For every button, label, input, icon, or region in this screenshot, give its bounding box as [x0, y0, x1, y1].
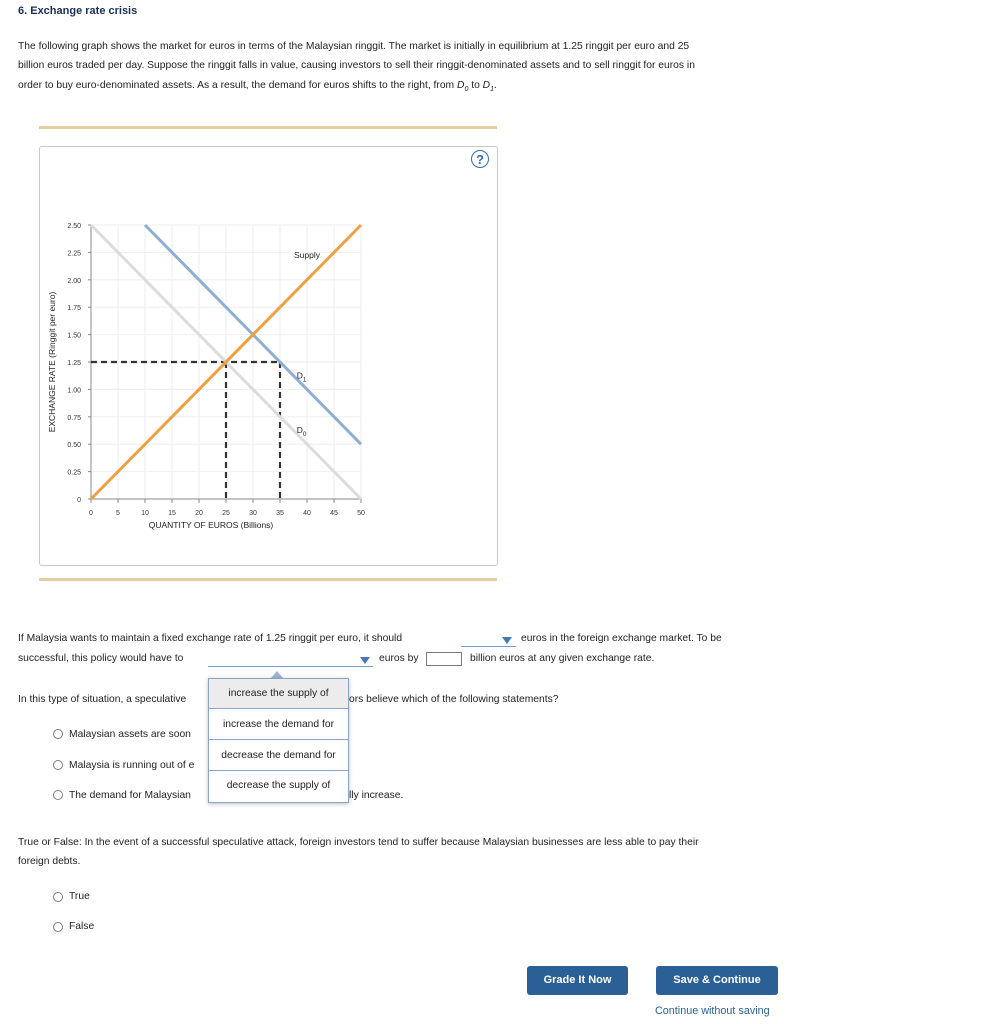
menu-option-increase-supply[interactable]: increase the supply of — [209, 679, 348, 709]
q2-radio-2[interactable] — [53, 760, 63, 770]
q2-option-3[interactable]: The demand for Malaysian — [69, 790, 191, 801]
q3-radio-false[interactable] — [53, 922, 63, 932]
intro-line-1: The following graph shows the market for euros in terms of the Malaysian ringgit. The market is initially in equilibrium at 1.25 ringgit per euro and 25 — [18, 41, 690, 52]
q1-text-3: successful, this policy would have to — [18, 653, 184, 664]
q2-option-1[interactable]: Malaysian assets are soon — [69, 729, 191, 740]
d0-symbol: $D_0$ — [457, 80, 469, 94]
y-tick-label: 1.50 — [67, 332, 81, 340]
q2-option-2[interactable]: Malaysia is running out of e — [69, 760, 195, 771]
curve-label-2: $D_0$ — [296, 425, 307, 439]
q2-radio-3[interactable] — [53, 790, 63, 800]
q3-text-2: foreign debts. — [18, 856, 81, 867]
curve-label-1: $D_1$ — [296, 370, 307, 384]
intro-line-2: billion euros traded per day. Suppose the ringgit falls in value, causing investors to sell their ringgit-denominated assets and to sell ringgit for euros in — [18, 60, 695, 71]
q3-option-true[interactable]: True — [69, 891, 90, 902]
q2-prompt-left: In this type of situation, a speculative — [18, 694, 187, 705]
y-tick-label: 1.75 — [67, 305, 81, 313]
top-divider — [39, 126, 497, 129]
q1-text-5: billion euros at any given exchange rate. — [470, 653, 655, 664]
q2-radio-1[interactable] — [53, 729, 63, 739]
y-tick-label: 0 — [77, 497, 81, 504]
intro-to: to — [468, 80, 483, 91]
y-tick-label: 2.00 — [67, 277, 81, 285]
policy-dropdown[interactable] — [208, 652, 373, 667]
q2-prompt-right: ors believe which of the following statements? — [349, 694, 559, 705]
x-tick-label: 25 — [222, 510, 230, 517]
y-tick-label: 0.25 — [67, 469, 81, 477]
y-tick-label: 1.00 — [67, 387, 81, 395]
continue-without-saving-link[interactable]: Continue without saving — [655, 1005, 770, 1017]
intro-line-3-prefix: order to buy euro-denominated assets. As a result, the demand for euros shifts to the right, from — [18, 80, 457, 91]
q3-text-1: True or False: In the event of a successful speculative attack, foreign investors tend to suffer because Malaysian businesses are less able to pay their — [18, 837, 699, 848]
q1-text-2: euros in the foreign exchange market. To be — [521, 633, 722, 644]
x-tick-label: 35 — [276, 510, 284, 517]
menu-caret-icon — [271, 671, 283, 678]
y-axis-label: EXCHANGE RATE (Ringgit per euro) — [47, 291, 57, 433]
intro-line-3: order to buy euro-denominated assets. As a result, the demand for euros shifts to the right, from $D_0$ to $D_1$. — [18, 80, 497, 94]
x-axis-label: QUANTITY OF EUROS (Billions) — [148, 520, 274, 530]
x-tick-label: 5 — [116, 510, 120, 517]
q1-text-1: If Malaysia wants to maintain a fixed exchange rate of 1.25 ringgit per euro, it should — [18, 633, 403, 644]
y-tick-label: 2.25 — [67, 250, 81, 258]
q3-radio-true[interactable] — [53, 892, 63, 902]
d1-symbol: $D_1$ — [482, 80, 494, 94]
save-continue-button[interactable]: Save & Continue — [656, 966, 778, 995]
should-dropdown-arrow-icon[interactable] — [502, 637, 512, 644]
menu-option-increase-demand[interactable]: increase the demand for — [209, 710, 348, 740]
question-title: 6. Exchange rate crisis — [18, 5, 138, 17]
q2-option-3-tail: lly increase. — [349, 790, 404, 801]
x-tick-label: 20 — [195, 510, 203, 517]
x-tick-label: 0 — [89, 510, 93, 517]
billion-euros-input[interactable] — [426, 652, 462, 666]
dropdown-menu[interactable] — [208, 678, 349, 803]
grade-it-now-button[interactable]: Grade It Now — [527, 966, 628, 995]
x-tick-label: 30 — [249, 510, 257, 517]
menu-option-decrease-supply[interactable]: decrease the supply of — [209, 771, 348, 801]
x-tick-label: 10 — [141, 510, 149, 517]
help-icon[interactable]: ? — [471, 150, 489, 168]
y-tick-label: 0.75 — [67, 414, 81, 422]
x-tick-label: 40 — [303, 510, 311, 517]
q1-text-4: euros by — [379, 653, 419, 664]
y-tick-label: 1.25 — [67, 360, 81, 367]
y-tick-label: 2.50 — [67, 223, 81, 230]
bottom-divider — [39, 578, 497, 581]
menu-option-decrease-demand[interactable]: decrease the demand for — [209, 741, 348, 771]
curve-label-0: Supply — [294, 249, 320, 260]
exchange-rate-chart[interactable] — [39, 146, 496, 564]
policy-dropdown-arrow-icon[interactable] — [360, 657, 370, 664]
x-tick-label: 45 — [330, 510, 338, 517]
q3-option-false[interactable]: False — [69, 921, 95, 932]
x-tick-label: 15 — [168, 510, 176, 517]
x-tick-label: 50 — [357, 510, 365, 517]
y-tick-label: 0.50 — [67, 442, 81, 450]
